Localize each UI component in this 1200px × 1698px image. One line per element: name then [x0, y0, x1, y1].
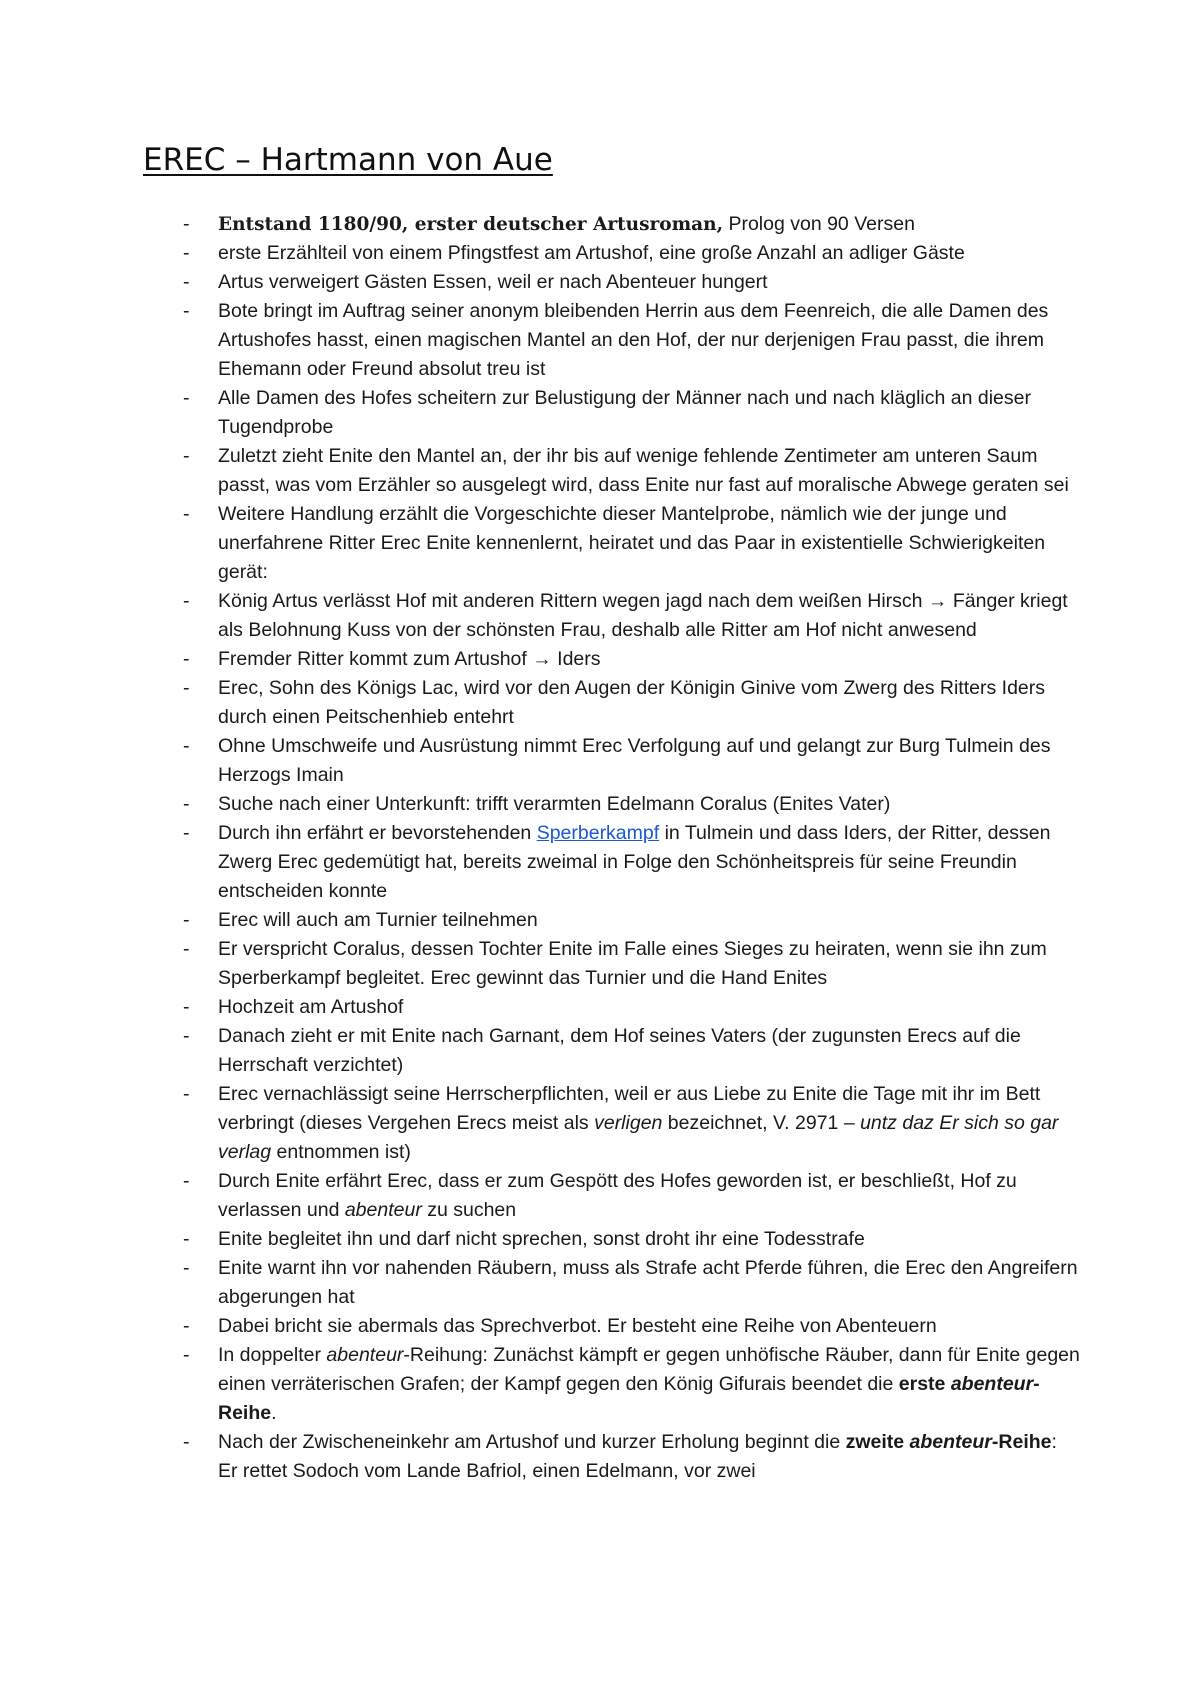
list-item: - Durch Enite erfährt Erec, dass er zum Gespött des Hofes geworden ist, er beschließt, Hof zu verlassen und abenteur zu suchen — [180, 1167, 1080, 1225]
dash-bullet: - — [183, 387, 190, 409]
list-item: - Fremder Ritter kommt zum Artushof → Iders — [180, 645, 1080, 674]
list-item: - Enite warnt ihn vor nahenden Räubern, muss als Strafe acht Pferde führen, die Erec den Angreifern abgerungen hat — [180, 1254, 1080, 1312]
dash-bullet: - — [183, 503, 190, 525]
dash-bullet: - — [183, 1257, 190, 1279]
list-item: - Ohne Umschweife und Ausrüstung nimmt Erec Verfolgung auf und gelangt zur Burg Tulmein des Herzogs Imain — [180, 732, 1080, 790]
page-title: EREC – Hartmann von Aue — [143, 142, 553, 178]
dash-bullet: - — [183, 1344, 190, 1366]
dash-bullet: - — [183, 1315, 190, 1337]
list-item: - Artus verweigert Gästen Essen, weil er nach Abenteuer hungert — [180, 268, 1080, 297]
dash-bullet: - — [183, 1228, 190, 1250]
right-arrow-icon: → — [927, 590, 948, 612]
dash-bullet: - — [183, 996, 190, 1018]
list-item: - Zuletzt zieht Enite den Mantel an, der ihr bis auf wenige fehlende Zentimeter am unteren Saum passt, was vom Erzähler so ausgelegt wird, dass Enite nur fast auf moralische Abwege geraten sei — [180, 442, 1080, 500]
list-item: - Bote bringt im Auftrag seiner anonym bleibenden Herrin aus dem Feenreich, die alle Damen des Artushofes hasst, einen magischen Mantel an den Hof, der nur derjenigen Frau passt, die ihrem Ehemann oder Freund absolut treu ist — [180, 297, 1080, 384]
dash-bullet: - — [183, 677, 190, 699]
dash-bullet: - — [183, 822, 190, 844]
list-item: - Suche nach einer Unterkunft: trifft verarmten Edelmann Coralus (Enites Vater) — [180, 790, 1080, 819]
dash-bullet: - — [183, 735, 190, 757]
dash-bullet: - — [183, 1431, 190, 1453]
dash-bullet: - — [183, 242, 190, 264]
list-item: - Nach der Zwischeneinkehr am Artushof und kurzer Erholung beginnt die zweite abenteur-Reihe: Er rettet Sodoch vom Lande Bafriol, einen Edelmann, vor zwei — [180, 1428, 1080, 1486]
list-item: - Weitere Handlung erzählt die Vorgeschichte dieser Mantelprobe, nämlich wie der junge und unerfahrene Ritter Erec Enite kennenlernt, heiratet und das Paar in existentielle Schwierigkeiten gerät: — [180, 500, 1080, 587]
list-item: - Durch ihn erfährt er bevorstehenden Sperberkampf in Tulmein und dass Iders, der Ritter, dessen Zwerg Erec gedemütigt hat, bereits zweimal in Folge den Schönheitspreis für seine Freundin entscheiden konnte — [180, 819, 1080, 906]
dash-bullet: - — [183, 938, 190, 960]
dash-bullet: - — [183, 590, 190, 612]
list-item: - erste Erzählteil von einem Pfingstfest am Artushof, eine große Anzahl an adliger Gäste — [180, 239, 1080, 268]
list-item: - Danach zieht er mit Enite nach Garnant, dem Hof seines Vaters (der zugunsten Erecs auf die Herrschaft verzichtet) — [180, 1022, 1080, 1080]
bullet-list — [180, 210, 1080, 1486]
list-item: - Entstand 1180/90, erster deutscher Artusroman, Prolog von 90 Versen — [180, 210, 1080, 239]
list-item: - In doppelter abenteur-Reihung: Zunächst kämpft er gegen unhöfische Räuber, dann für Enite gegen einen verräterischen Grafen; der Kampf gegen den König Gifurais beendet die erste abenteur-Reihe. — [180, 1341, 1080, 1428]
list-item: - Hochzeit am Artushof — [180, 993, 1080, 1022]
dash-bullet: - — [183, 1170, 190, 1192]
dash-bullet: - — [183, 213, 190, 235]
list-item: - Erec, Sohn des Königs Lac, wird vor den Augen der Königin Ginive vom Zwerg des Ritters Iders durch einen Peitschenhieb entehrt — [180, 674, 1080, 732]
list-item: - Erec vernachlässigt seine Herrscherpflichten, weil er aus Liebe zu Enite die Tage mit ihr im Bett verbringt (dieses Vergehen Erecs meist als verligen bezeichnet, V. 2971 – untz daz Er sich so gar verlag entnommen ist) — [180, 1080, 1080, 1167]
dash-bullet: - — [183, 271, 190, 293]
list-item: - Erec will auch am Turnier teilnehmen — [180, 906, 1080, 935]
dash-bullet: - — [183, 648, 190, 670]
list-item: - Er verspricht Coralus, dessen Tochter Enite im Falle eines Sieges zu heiraten, wenn sie ihn zum Sperberkampf begleitet. Erec gewinnt das Turnier und die Hand Enites — [180, 935, 1080, 993]
dash-bullet: - — [183, 445, 190, 467]
list-item: - Dabei bricht sie abermals das Sprechverbot. Er besteht eine Reihe von Abenteuern — [180, 1312, 1080, 1341]
list-item: - Enite begleitet ihn und darf nicht sprechen, sonst droht ihr eine Todesstrafe — [180, 1225, 1080, 1254]
dash-bullet: - — [183, 300, 190, 322]
dash-bullet: - — [183, 1025, 190, 1047]
list-item: - Alle Damen des Hofes scheitern zur Belustigung der Männer nach und nach kläglich an dieser Tugendprobe — [180, 384, 1080, 442]
dash-bullet: - — [183, 1083, 190, 1105]
dash-bullet: - — [183, 793, 190, 815]
sperberkampf-link[interactable]: Sperberkampf — [536, 822, 660, 844]
right-arrow-icon: → — [532, 648, 552, 670]
dash-bullet: - — [183, 909, 190, 931]
list-item: - König Artus verlässt Hof mit anderen Rittern wegen jagd nach dem weißen Hirsch → Fänger kriegt als Belohnung Kuss von der schönsten Frau, deshalb alle Ritter am Hof nicht anwesend — [180, 587, 1080, 645]
